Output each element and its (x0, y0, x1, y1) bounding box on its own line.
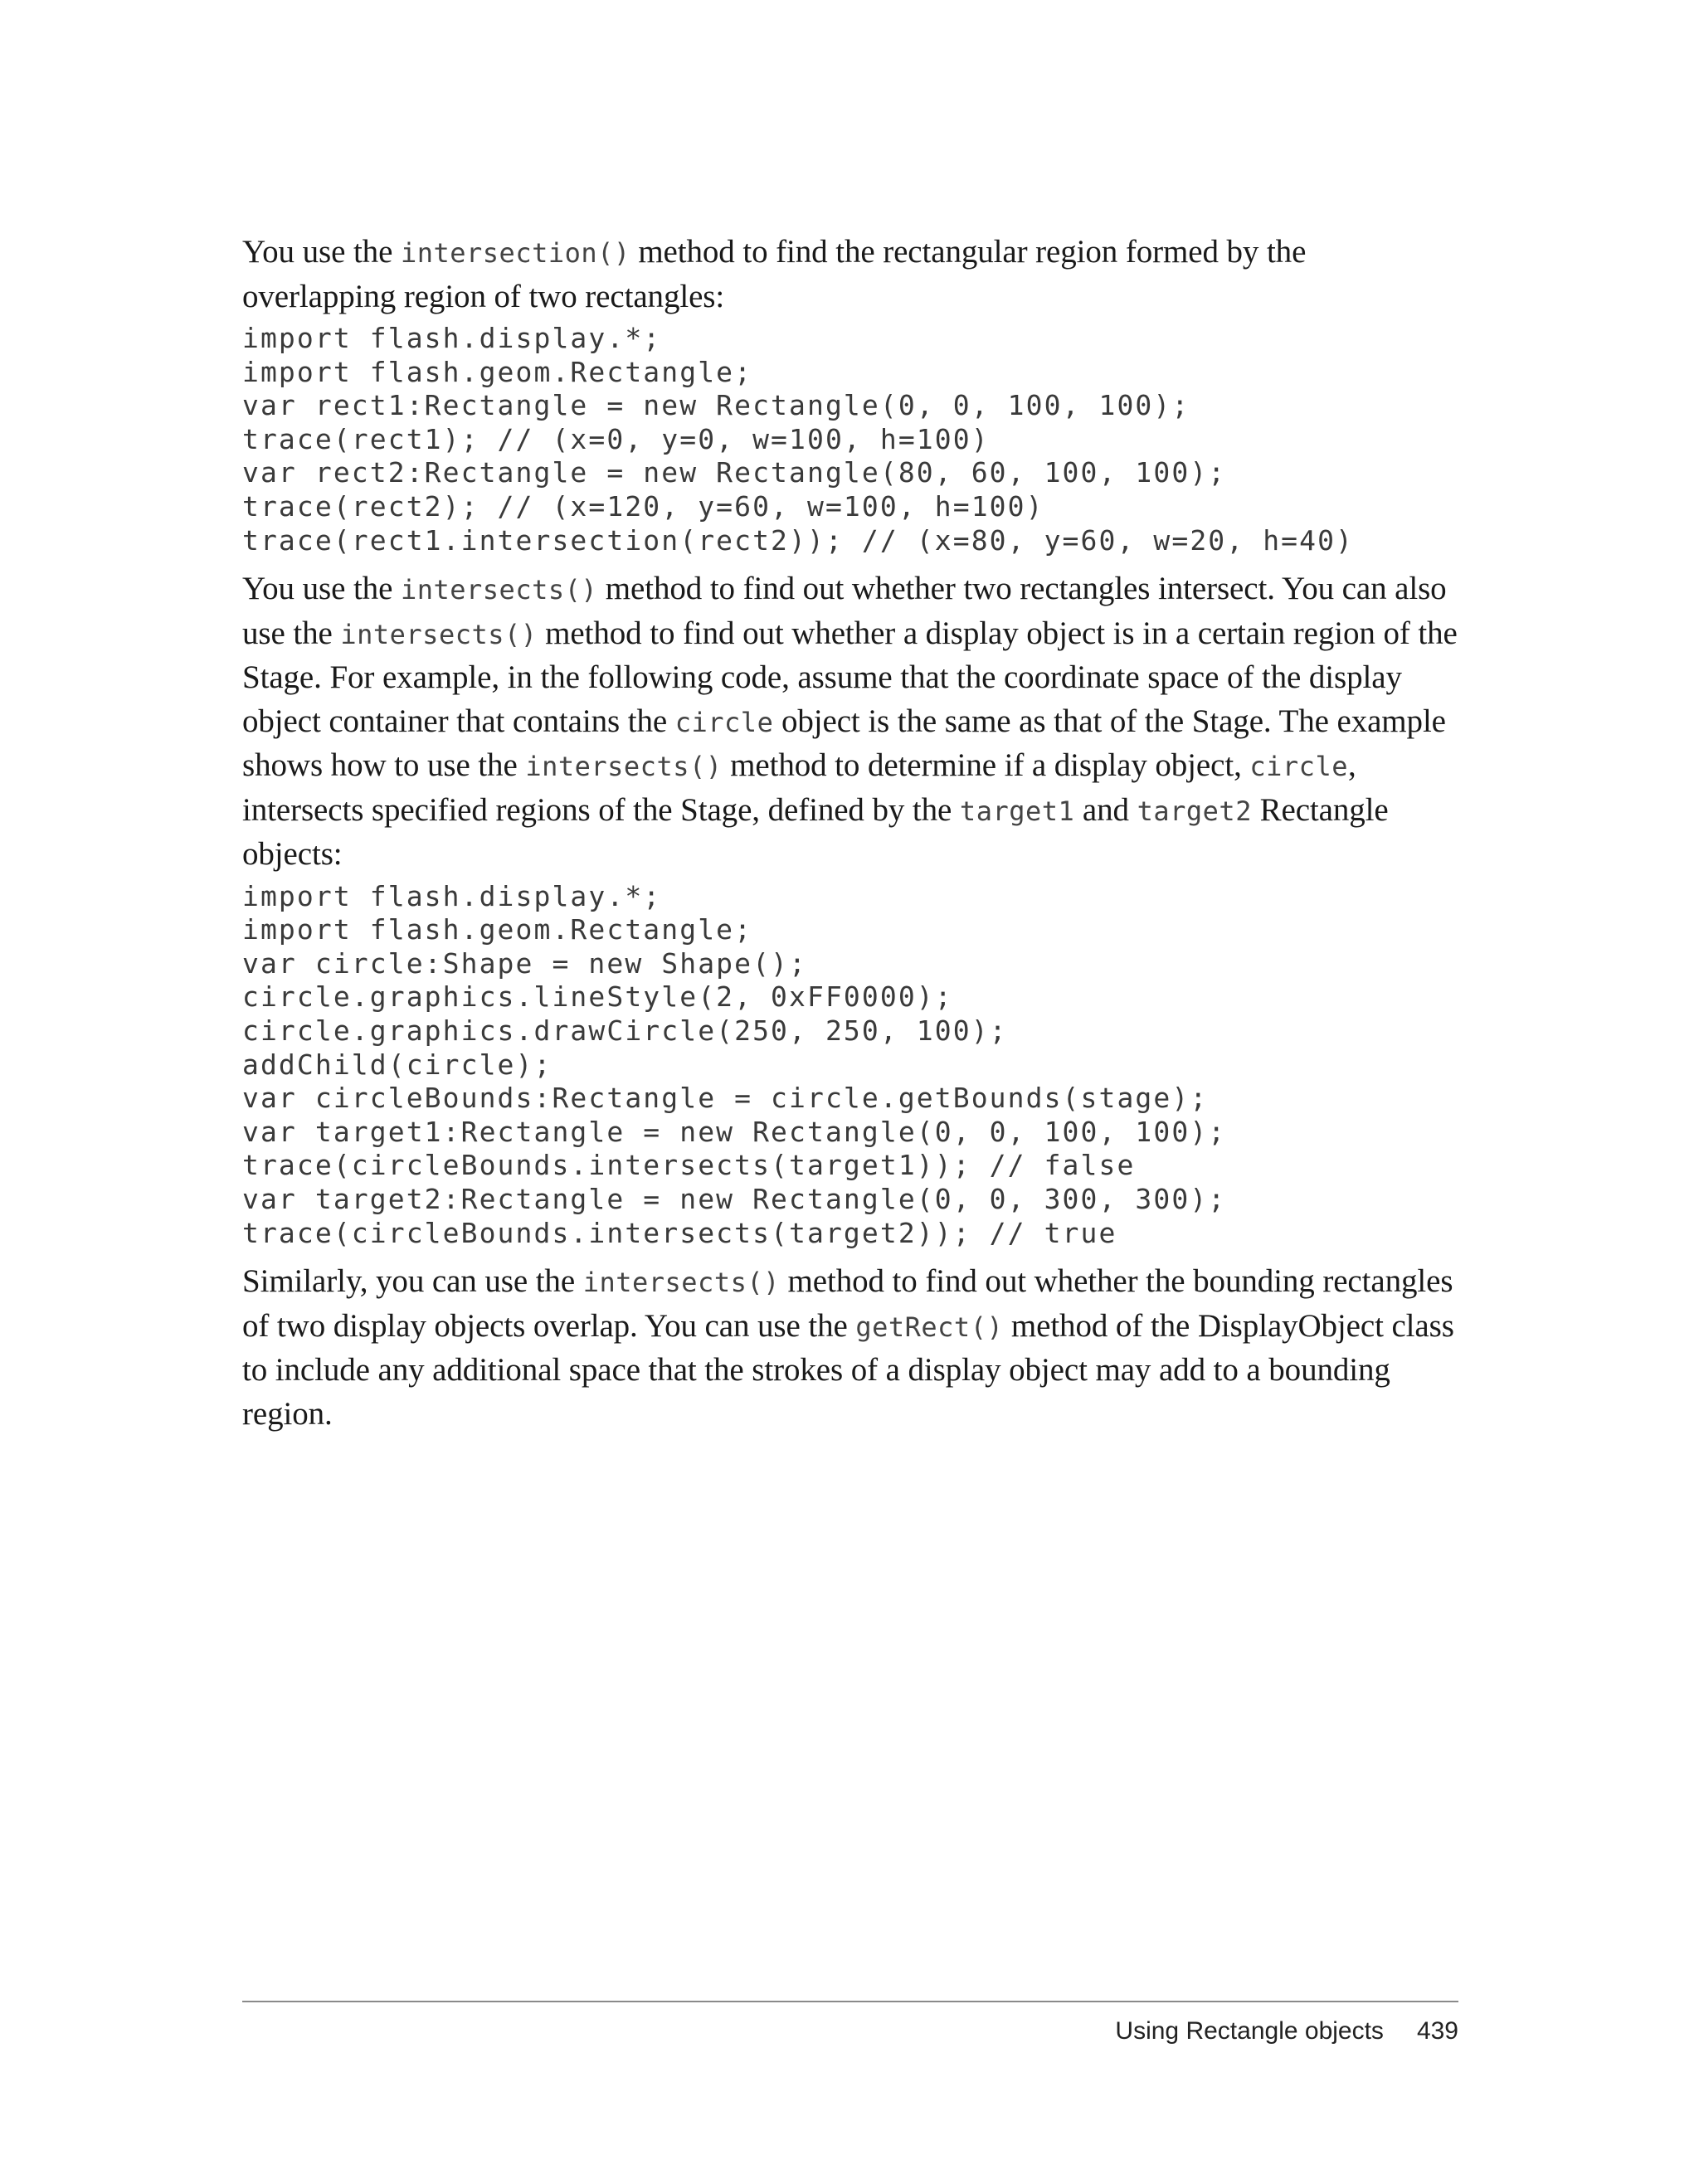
code-line: var target2:Rectangle = new Rectangle(0, 0, 300, 300); (242, 1183, 1227, 1215)
inline-code: target2 (1137, 795, 1252, 827)
paragraph-bounding: Similarly, you can use the intersects() method to find out whether the bounding rectangles of two display objects overlap. You can use the getRect() method of the DisplayObject class to include any additional space that the strokes of a display object may add to a bounding region. (242, 1263, 1454, 1432)
inline-code: intersection() (400, 237, 630, 269)
code-line: var circle:Shape = new Shape(); (242, 946, 807, 980)
page-footer (1115, 2017, 1458, 2045)
code-line: var target1:Rectangle = new Rectangle(0, 0, 100, 100); (242, 1115, 1227, 1148)
code-line: trace(circleBounds.intersects(target2)); // true (242, 1216, 1117, 1249)
code-line: var rect1:Rectangle = new Rectangle(0, 0, 100, 100); (242, 389, 1190, 422)
code-line: var rect2:Rectangle = new Rectangle(80, 60, 100, 100); (242, 456, 1227, 489)
code-line: import flash.display.*; (242, 879, 662, 912)
footer-divider (242, 2001, 1458, 2002)
inline-code: intersects() (525, 751, 723, 783)
page-content (242, 231, 1462, 1436)
code-line: import flash.geom.Rectangle; (242, 355, 753, 388)
code-line: trace(rect1.intersection(rect2)); // (x=80, y=60, w=20, h=40) (242, 523, 1355, 557)
inline-code: circle (674, 706, 774, 738)
code-line: trace(rect2); // (x=120, y=60, w=100, h=100) (242, 489, 1044, 523)
paragraph-intersection: You use the intersection() method to find the rectangular region formed by the overlapping region of two rectangles: (242, 234, 1307, 314)
code-line: addChild(circle); (242, 1048, 553, 1081)
page-number: 439 (1416, 2017, 1458, 2045)
code-line: circle.graphics.lineStyle(2, 0xFF0000); (242, 980, 953, 1014)
code-line: var circleBounds:Rectangle = circle.getBounds(stage); (242, 1082, 1209, 1115)
paragraph-intersects: You use the intersects() method to find out whether two rectangles intersect. You can also use the intersects() method to find out whether a display object is in a certain region of the Stage. For example, in the following code, assume that the coordinate space of the display object container that contains the circle object is the same as that of the Stage. The example shows how to use the intersects() method to determine if a display object, circle, intersects specified regions of the Stage, defined by the target1 and target2 Rectangle objects: (242, 571, 1458, 873)
inline-code: getRect() (855, 1311, 1004, 1343)
footer-section-title: Using Rectangle objects (1115, 2017, 1384, 2045)
code-line: import flash.geom.Rectangle; (242, 913, 753, 946)
inline-code: target1 (959, 795, 1075, 827)
code-block-intersection (242, 322, 1462, 557)
inline-code: intersects() (340, 618, 538, 650)
code-block-intersects (242, 880, 1462, 1251)
inline-code: circle (1249, 751, 1348, 783)
inline-code: intersects() (582, 1267, 780, 1299)
code-line: circle.graphics.drawCircle(250, 250, 100); (242, 1014, 1008, 1048)
inline-code: intersects() (400, 574, 598, 606)
code-line: trace(rect1); // (x=0, y=0, w=100, h=100) (242, 422, 990, 455)
code-line: import flash.display.*; (242, 322, 662, 354)
code-line: trace(circleBounds.intersects(target1)); // false (242, 1149, 1136, 1182)
